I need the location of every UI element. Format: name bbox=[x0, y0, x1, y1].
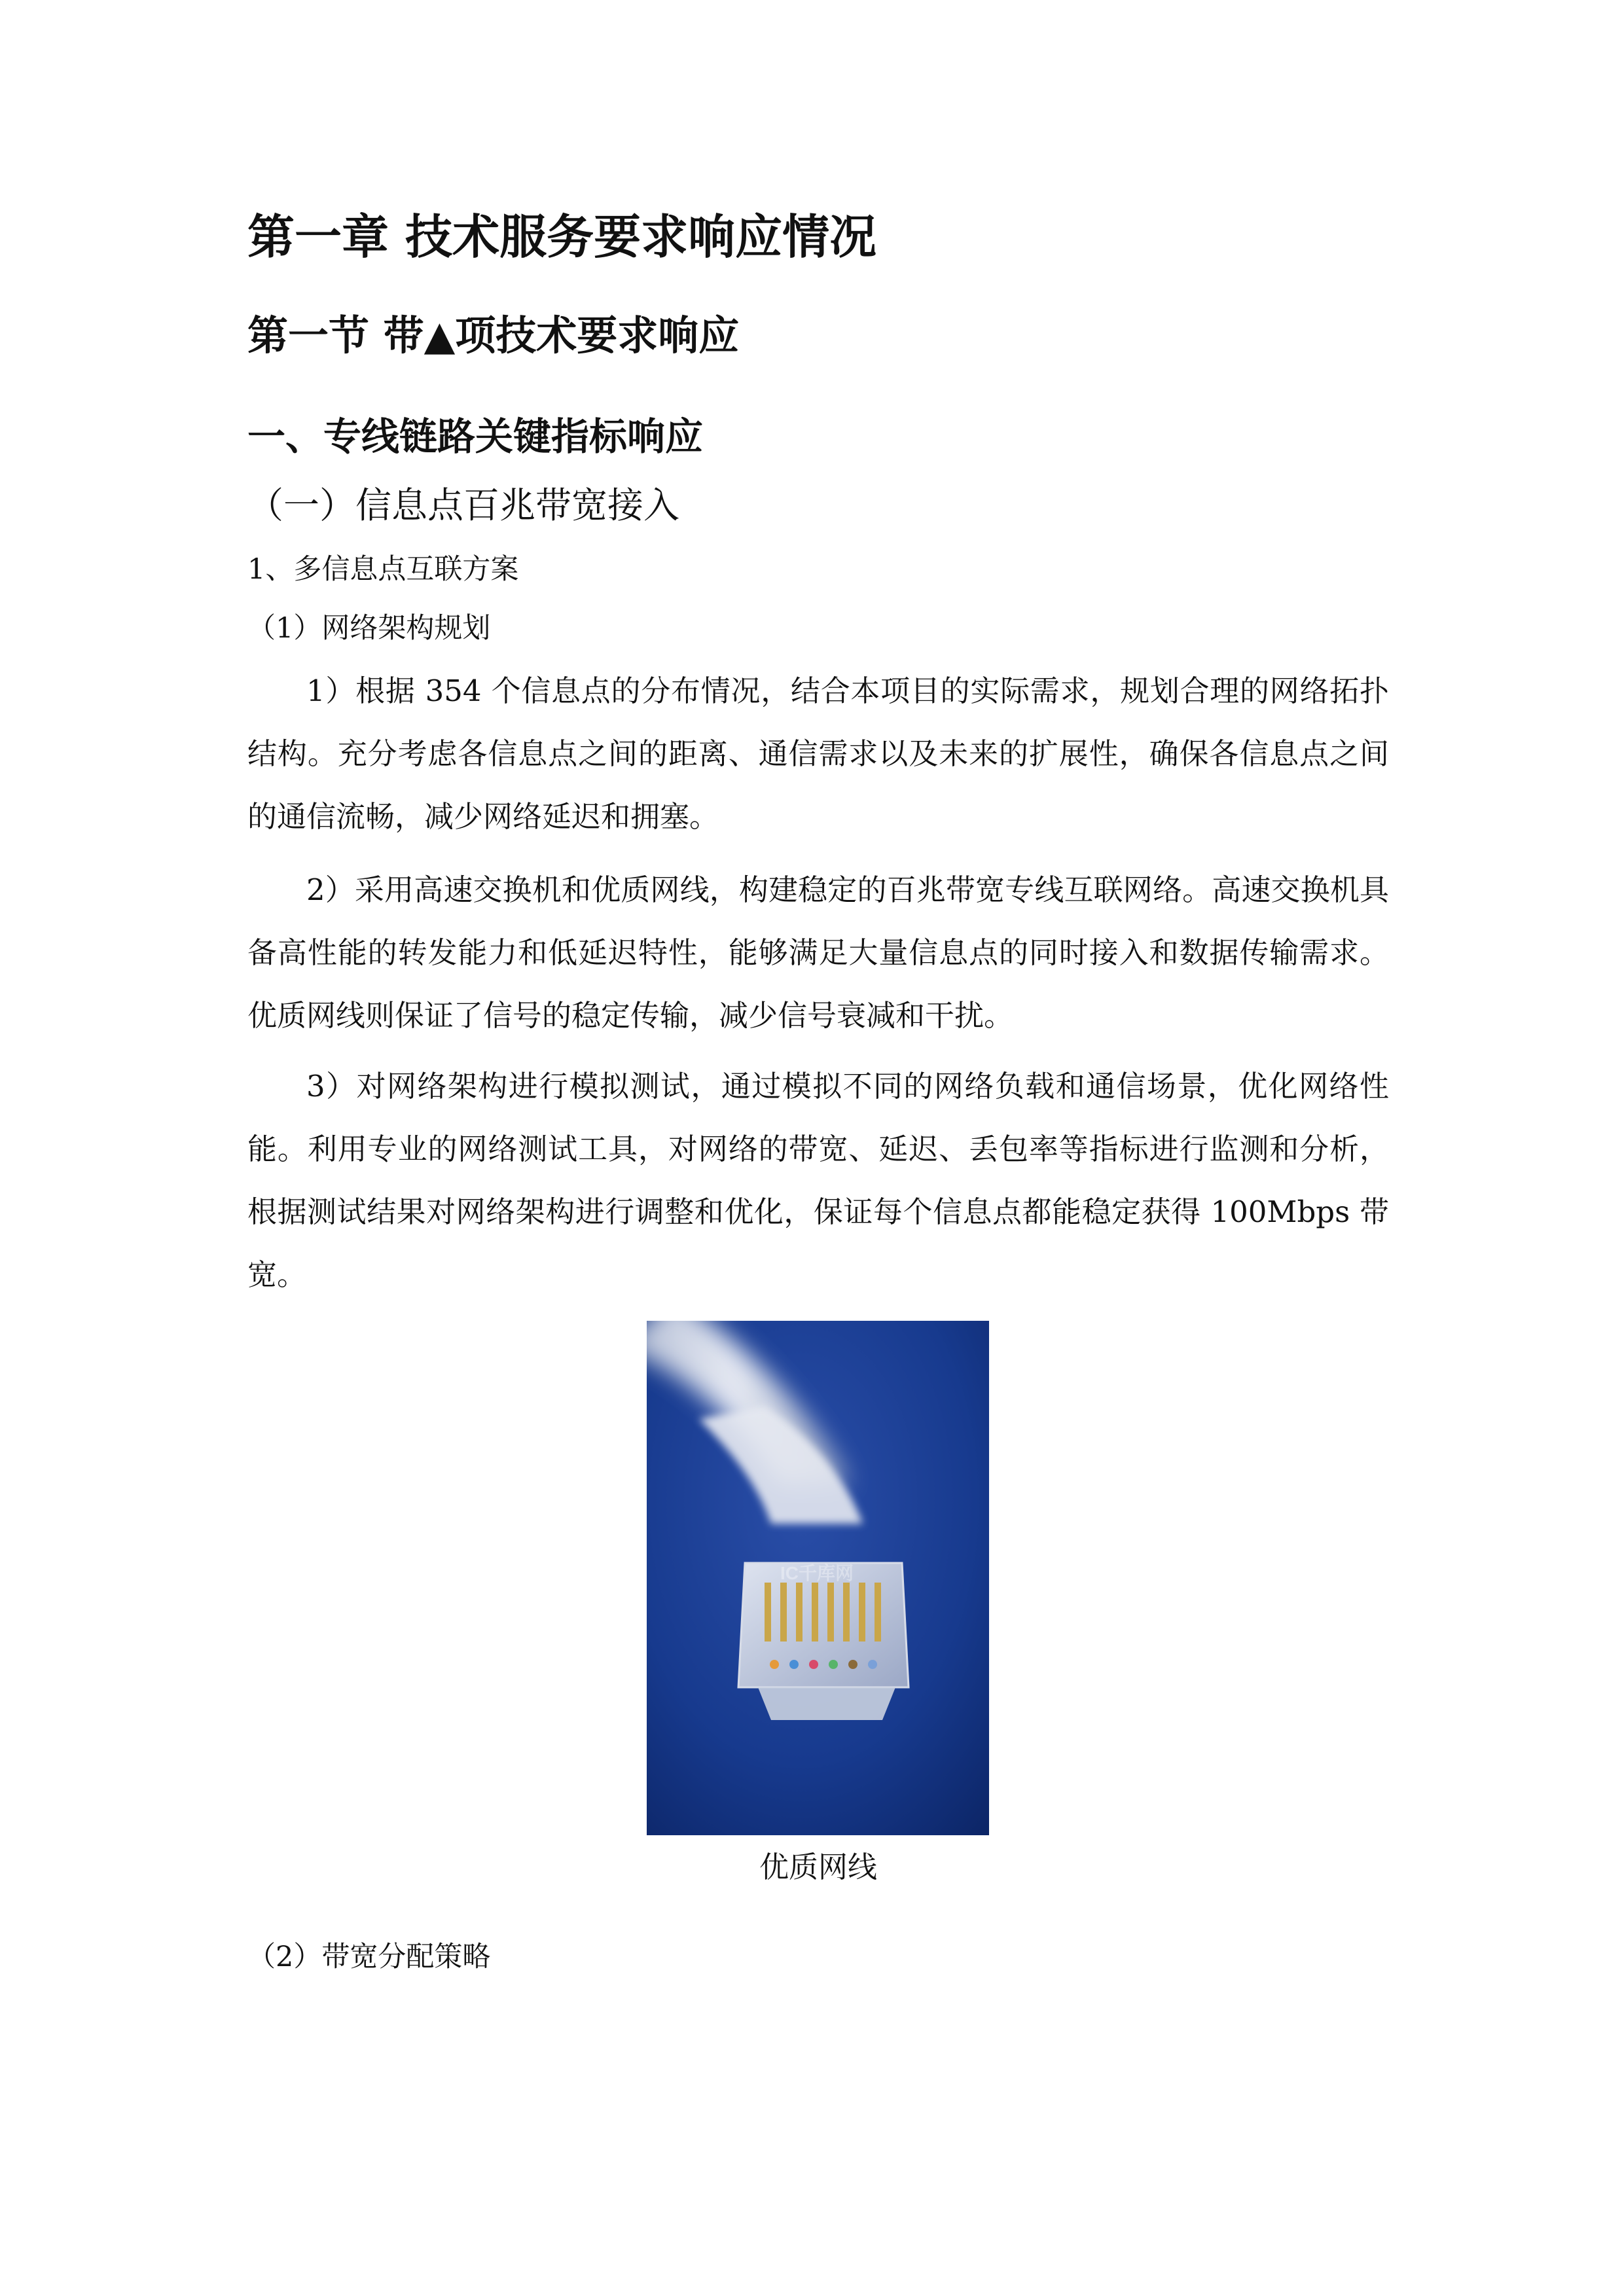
rj45-connector-illustration bbox=[647, 1321, 989, 1835]
figure-caption: 优质网线 bbox=[759, 1850, 877, 1884]
network-cable-photo bbox=[647, 1321, 989, 1835]
subitem-2-title: （2）带宽分配策略 bbox=[247, 1941, 491, 1973]
subitem-1-title: （1）网络架构规划 bbox=[247, 612, 491, 645]
watermark-text: IC千库网 bbox=[780, 1563, 854, 1583]
paragraph-2: 2）采用高速交换机和优质网线，构建稳定的百兆带宽专线互联网络。高速交换机具备高性能的转发能力和低延迟特性，能够满足大量信息点的同时接入和数据传输需求。优质网线则保证了信号的稳定传输，减少信号衰减和干扰。 bbox=[247, 872, 1389, 1033]
paragraph-3: 3）对网络架构进行模拟测试，通过模拟不同的网络负载和通信场景，优化网络性能。利用专业的网络测试工具，对网络的带宽、延迟、丢包率等指标进行监测和分析，根据测试结果对网络架构进行调整和优化，保证每个信息点都能稳定获得 100Mbps 带宽。 bbox=[247, 1069, 1389, 1292]
section-title: 第一节 带▲项技术要求响应 bbox=[247, 312, 740, 359]
sub-subsection-title: （一）信息点百兆带宽接入 bbox=[247, 484, 680, 526]
paragraph-1: 1）根据 354 个信息点的分布情况，结合本项目的实际需求，规划合理的网络拓扑结构。充分考虑各信息点之间的距离、通信需求以及未来的扩展性，确保各信息点之间的通信流畅，减少网络延迟和拥塞。 bbox=[247, 673, 1389, 834]
item-title: 1、多信息点互联方案 bbox=[247, 553, 519, 586]
subsection-title: 一、专线链路关键指标响应 bbox=[247, 414, 704, 459]
chapter-title: 第一章 技术服务要求响应情况 bbox=[247, 209, 877, 264]
